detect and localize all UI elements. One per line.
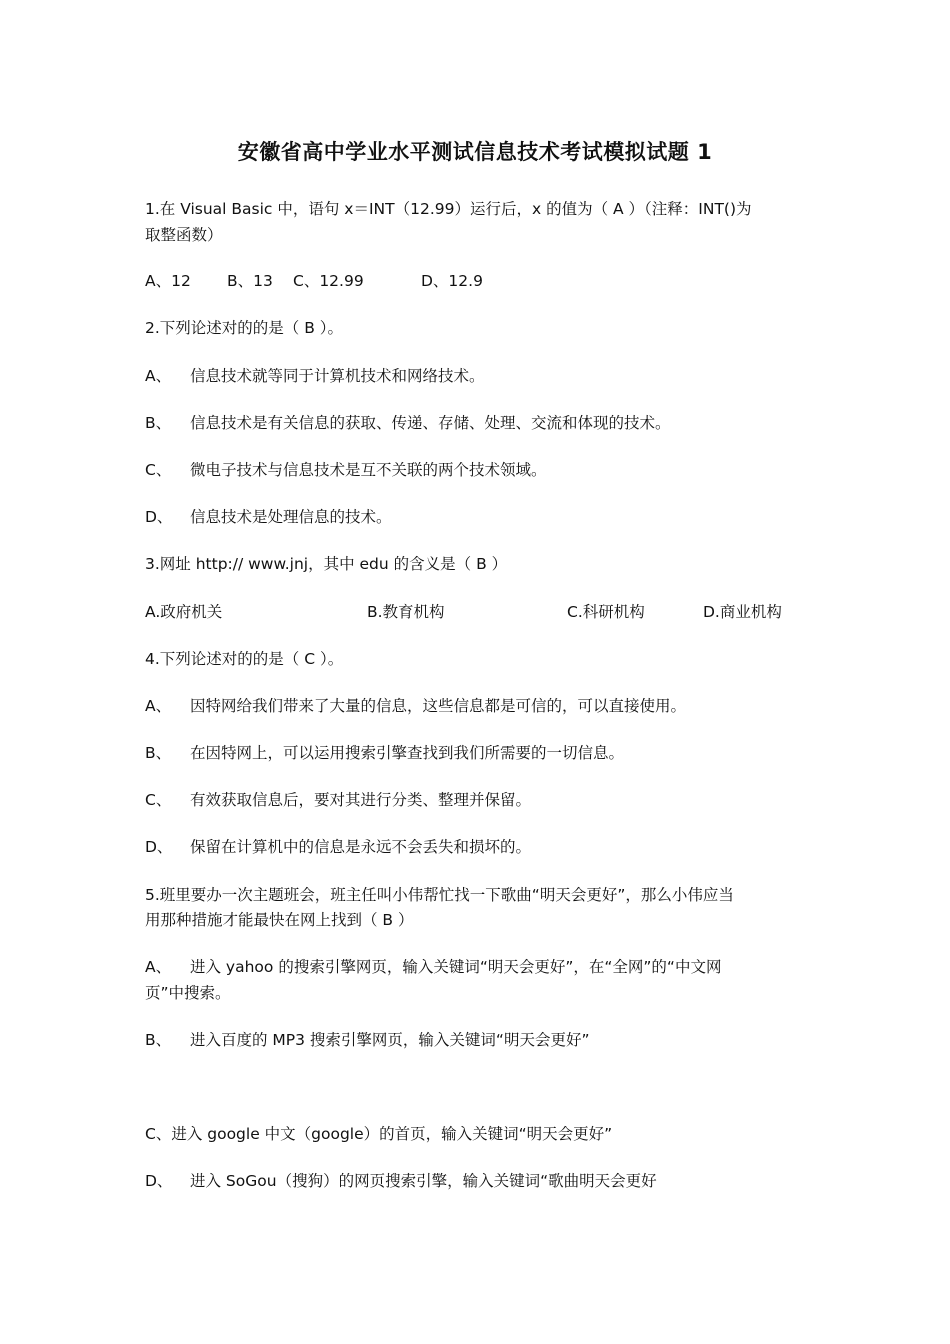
q4-option-d-label: D、 xyxy=(145,838,173,856)
q5-option-c: C、进入 google 中文（google）的首页，输入关键词“明天会更好” xyxy=(145,1125,613,1143)
q4-option-c xyxy=(145,787,815,813)
q2-option-b xyxy=(145,410,815,436)
q2-option-c-label: C、 xyxy=(145,461,172,479)
q1-stem-line2: 取整函数） xyxy=(145,226,223,244)
q5-stem-line1: 5.班里要办一次主题班会，班主任叫小伟帮忙找一下歌曲“明天会更好”，那么小伟应当 xyxy=(145,886,734,904)
q1-stem-line1: 1.在 Visual Basic 中，语句 x＝INT（12.99）运行后，x 的值为（ A ）（注释：INT()为 xyxy=(145,200,752,218)
q5-option-a-line2: 页”中搜索。 xyxy=(145,984,231,1002)
q5-option-b xyxy=(145,1027,815,1053)
q4-option-c-text: 有效获取信息后，要对其进行分类、整理并保留。 xyxy=(190,791,532,809)
q3-option-a: A.政府机关 xyxy=(145,603,223,621)
q2-option-a-text: 信息技术就等同于计算机技术和网络技术。 xyxy=(190,367,485,385)
q4-option-b xyxy=(145,740,815,766)
q1-option-a: A、12 xyxy=(145,272,191,290)
q4-option-b-label: B、 xyxy=(145,744,172,762)
q4-stem: 4.下列论述对的的是（ C ）。 xyxy=(145,650,344,668)
q4-option-c-label: C、 xyxy=(145,791,172,809)
q5-option-a-line1 xyxy=(145,954,815,980)
q5-stem-line2: 用那种措施才能最快在网上找到（ B ） xyxy=(145,911,414,929)
q5-option-b-label: B、 xyxy=(145,1031,172,1049)
q3-options xyxy=(145,599,815,625)
q2-option-a-label: A、 xyxy=(145,367,172,385)
q4-option-a-text: 因特网给我们带来了大量的信息，这些信息都是可信的，可以直接使用。 xyxy=(190,697,687,715)
q2-stem: 2.下列论述对的的是（ B ）。 xyxy=(145,319,344,337)
q1-option-b: B、13 xyxy=(227,272,273,290)
q1-option-d: D、12.9 xyxy=(421,272,483,290)
q2-option-b-text: 信息技术是有关信息的获取、传递、存储、处理、交流和体现的技术。 xyxy=(190,414,671,432)
q4-option-d-text: 保留在计算机中的信息是永远不会丢失和损坏的。 xyxy=(190,838,532,856)
q5-option-d xyxy=(145,1168,815,1194)
q4-option-b-text: 在因特网上，可以运用搜索引擎查找到我们所需要的一切信息。 xyxy=(190,744,625,762)
q2-option-d-text: 信息技术是处理信息的技术。 xyxy=(190,508,392,526)
q5-option-d-label: D、 xyxy=(145,1172,173,1190)
q5-option-d-text: 进入 SoGou（搜狗）的网页搜索引擎，输入关键词“歌曲明天会更好 xyxy=(190,1172,657,1190)
q2-option-a xyxy=(145,363,815,389)
document-title: 安徽省高中学业水平测试信息技术考试模拟试题 1 xyxy=(237,140,713,164)
q3-option-d: D.商业机构 xyxy=(703,603,782,621)
q2-option-c xyxy=(145,457,815,483)
q2-option-d xyxy=(145,504,815,530)
q4-option-a xyxy=(145,693,815,719)
q1-options xyxy=(145,268,815,294)
q1-option-c: C、12.99 xyxy=(293,272,364,290)
q5-option-a-text: 进入 yahoo 的搜索引擎网页，输入关键词“明天会更好”，在“全网”的“中文网 xyxy=(190,958,722,976)
q2-option-b-label: B、 xyxy=(145,414,172,432)
q2-option-c-text: 微电子技术与信息技术是互不关联的两个技术领域。 xyxy=(190,461,547,479)
q4-option-a-label: A、 xyxy=(145,697,172,715)
q3-stem: 3.网址 http:// www.jnj，其中 edu 的含义是（ B ） xyxy=(145,555,508,573)
q5-option-a-label: A、 xyxy=(145,958,172,976)
q4-option-d xyxy=(145,834,815,860)
q2-option-d-label: D、 xyxy=(145,508,173,526)
q5-option-b-text: 进入百度的 MP3 搜索引擎网页，输入关键词“明天会更好” xyxy=(190,1031,590,1049)
q3-option-b: B.教育机构 xyxy=(367,603,445,621)
q3-option-c: C.科研机构 xyxy=(567,603,645,621)
